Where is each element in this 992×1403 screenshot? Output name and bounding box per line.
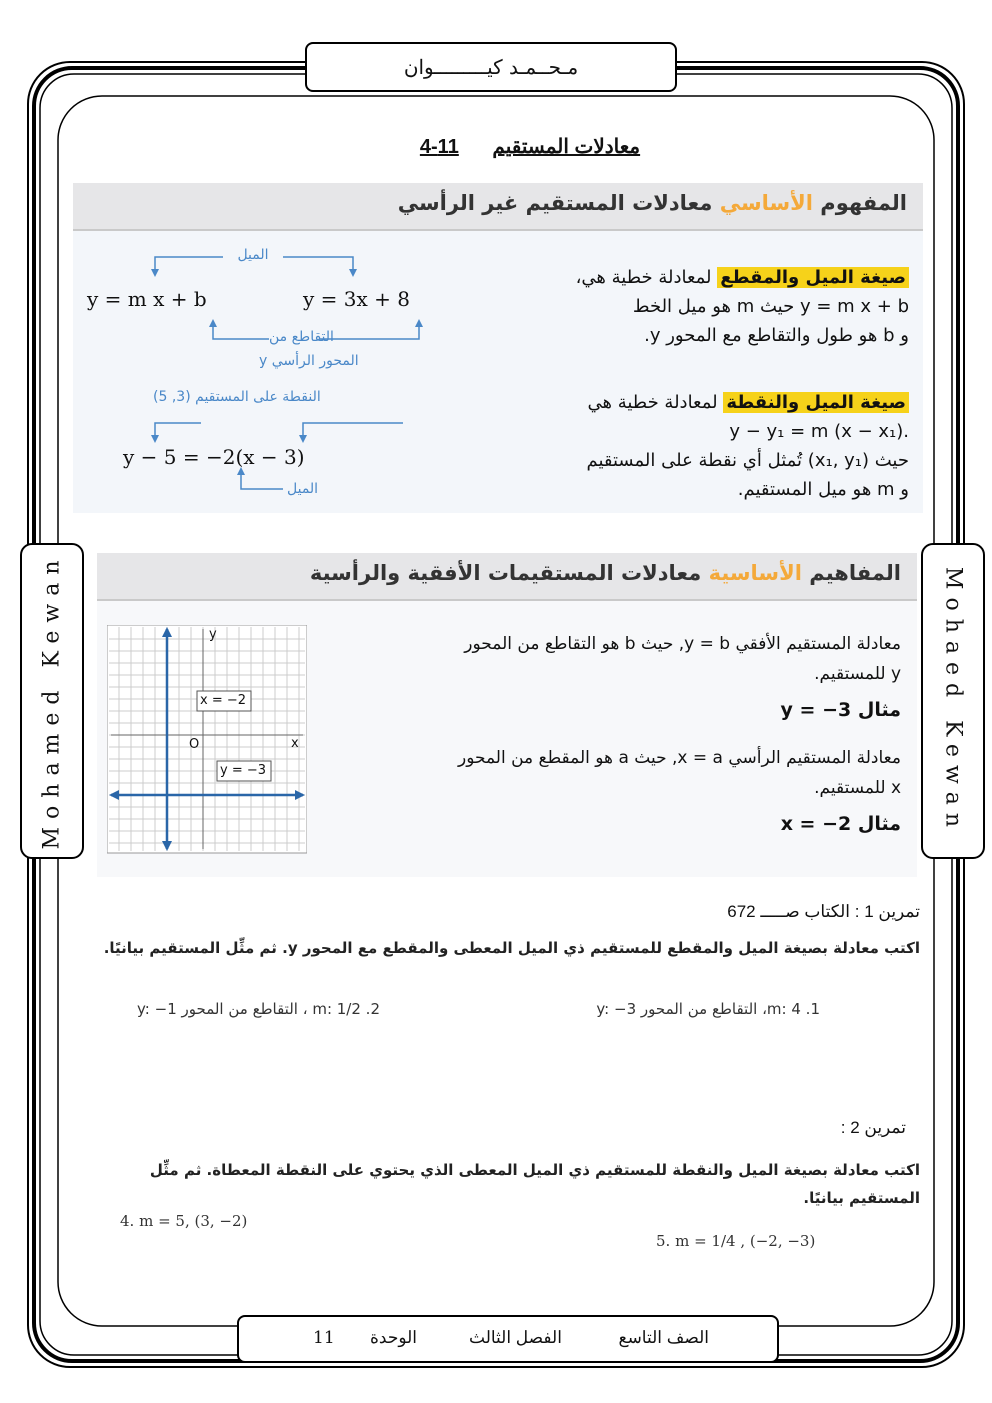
slope-intercept-label: صيغة الميل والمقطع bbox=[717, 267, 909, 288]
footer-unit-label: الوحدة bbox=[370, 1328, 418, 1347]
example-intercept-label: التقاطع من bbox=[269, 329, 334, 345]
side-label-left: Mohamed Kewan bbox=[20, 543, 84, 859]
header-author: مـحــمـد كيـــــــــوان bbox=[305, 42, 677, 92]
horizontal-line-definition: معادلة المستقيم الأفقي y = b, حيث b هو التقاطع من المحور y للمستقيم. مثال y = −3 bbox=[341, 629, 901, 725]
concept2-head-accent: الأساسية bbox=[708, 561, 802, 585]
concept1-head-prefix: المفهوم bbox=[820, 191, 907, 215]
lesson-name: معادلات المستقيم bbox=[492, 136, 641, 158]
example-eq-general: y = m x + b bbox=[87, 287, 207, 311]
lesson-title bbox=[400, 134, 660, 159]
footer bbox=[237, 1315, 779, 1363]
concept-panel-2-header bbox=[97, 553, 917, 601]
exercise-2-heading: تمرين 2 : bbox=[840, 1118, 906, 1137]
concept2-head-rest: معادلات المستقيمات الأفقية والرأسية bbox=[309, 561, 702, 585]
graph-label-vertical: x = −2 bbox=[200, 693, 247, 708]
example-point-label: النقطة على المستقيم (3, 5) bbox=[153, 389, 321, 405]
point-slope-label: صيغة الميل والنقطة bbox=[723, 392, 909, 413]
concept-panel-2 bbox=[97, 553, 917, 877]
concept2-head-prefix: المفاهيم bbox=[809, 561, 901, 585]
footer-term: الفصل الثالث bbox=[469, 1328, 562, 1347]
exercise-2-item-5: 5. m = 1/4 , (−2, −3) bbox=[656, 1232, 816, 1250]
footer-grade: الصف التاسع bbox=[618, 1328, 709, 1347]
example-slope-label: الميل bbox=[237, 247, 269, 263]
exercise-1-item-2: 2. m: 1/2 ، التقاطع من المحور y: −1 bbox=[137, 1000, 380, 1018]
example-eq-point-slope: y − 5 = −2(x − 3) bbox=[123, 445, 305, 469]
exercise-1-heading: تمرين 1 : الكتاب صـــــ 672 bbox=[727, 902, 920, 921]
side-label-right: Mohaed Kewan bbox=[921, 543, 985, 859]
vertical-example: مثال x = −2 bbox=[780, 813, 901, 835]
concept-panel-1 bbox=[73, 183, 923, 513]
exercise-2-question: اكتب معادلة بصيغة الميل والنقطة للمستقيم ذي الميل المعطى الذي يحتوي على النقطة المعطاة. ثم مثِّل المستقيم بيانيًا. bbox=[149, 1161, 920, 1207]
exercise-1-item-1: 1. m: 4، التقاطع من المحور y: −3 bbox=[596, 1000, 820, 1018]
graph-label-horizontal: y = −3 bbox=[220, 763, 267, 778]
graph-origin-label: O bbox=[189, 737, 200, 752]
concept1-head-rest: معادلات المستقيم غير الرأسي bbox=[397, 191, 713, 215]
exercise-1-question: اكتب معادلة بصيغة الميل والمقطع للمستقيم ذي الميل المعطى والمقطع مع المحور y. ثم مثِّل المستقيم بيانيًا. bbox=[103, 939, 920, 957]
lesson-number: 11-4 bbox=[419, 136, 459, 158]
slope-intercept-definition: صيغة الميل والمقطع لمعادلة خطية هي، y = m x + b حيث m هو ميل الخط و b هو طول والتقاطع مع المحور y. bbox=[575, 267, 909, 346]
graph-x-axis-label: x bbox=[291, 736, 299, 751]
graph-y-axis-label: y bbox=[209, 627, 217, 642]
example-intercept-label-2: المحور الرأسي y bbox=[259, 353, 359, 369]
example-eq-specific: y = 3x + 8 bbox=[303, 287, 410, 311]
footer-unit-number: 11 bbox=[313, 1328, 335, 1348]
vertical-line-definition: معادلة المستقيم الرأسي x = a, حيث a هو المقطع من المحور x للمستقيم. مثال x = −2 bbox=[341, 743, 901, 839]
exercise-2-item-4: 4. m = 5, (3, −2) bbox=[120, 1212, 248, 1230]
example-slope-label-2: الميل bbox=[287, 481, 319, 497]
horizontal-example: مثال y = −3 bbox=[780, 699, 901, 721]
concept1-head-accent: الأساسي bbox=[719, 191, 813, 215]
point-slope-definition: صيغة الميل والنقطة لمعادلة خطية هي .y − y₁ = m (x − x₁) حيث (x₁, y₁) تُمثل أي نقطة على المستقيم و m هو ميل المستقيم. bbox=[586, 392, 909, 500]
coordinate-grid bbox=[107, 625, 307, 855]
